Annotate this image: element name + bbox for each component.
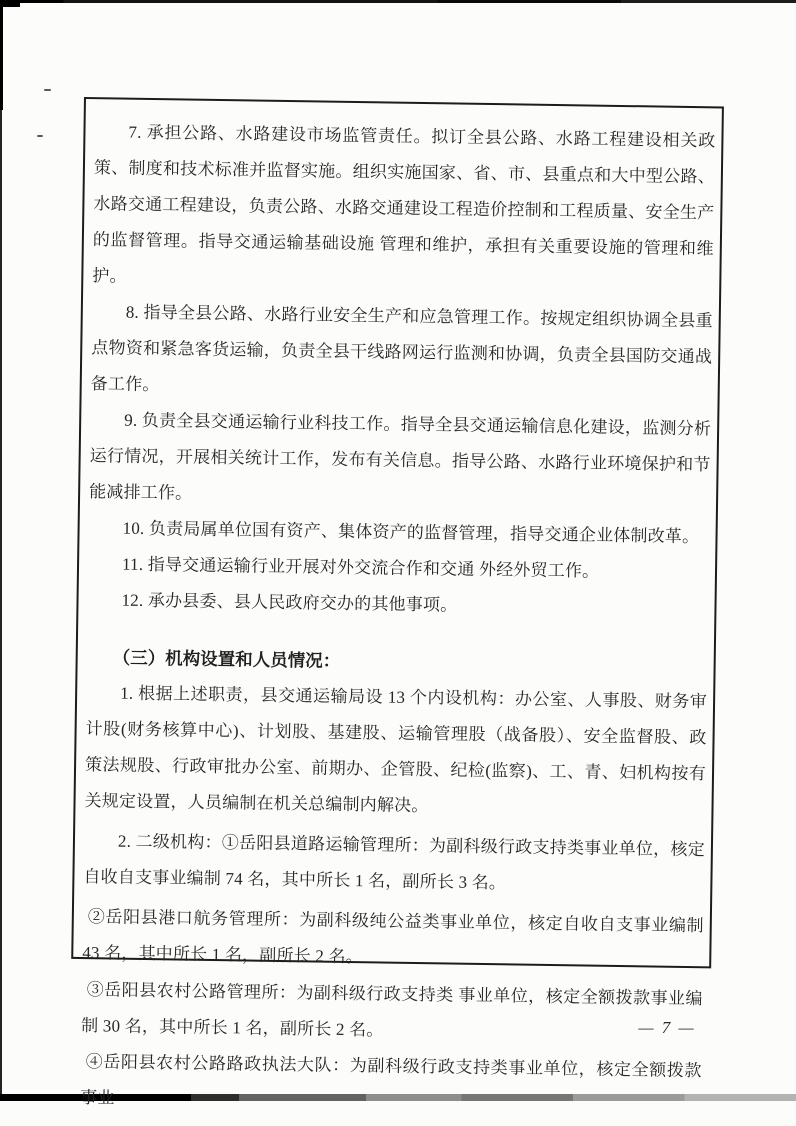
section-heading: （三）机构设置和人员情况：: [112, 647, 341, 671]
org-secondary-1-paragraph: 2. 二级机构：①岳阳县道路运输管理所：为副科级行政支持类事业单位，核定自收自支事业编制 74 名，其中所长 1 名，副所长 3 名。: [83, 831, 706, 893]
page-number: — 7 —: [638, 1018, 696, 1037]
clause-11-paragraph: 11. 指导交通运输行业开展对外交流合作和交通 外经外贸工作。: [121, 554, 600, 581]
clause-10-paragraph: 10. 负责局属单位国有资产、集体资产的监督管理，指导交通企业体制改革。: [122, 518, 700, 547]
clause-9-paragraph: 9. 负责全县交通运输行业科技工作。指导全县交通运输信息化建设，监测分析运行情况，开展相关统计工作，发布有关信息。指导公路、水路行业环境保护和节能减排工作。: [89, 410, 712, 503]
clause-7-paragraph: 7. 承担公路、水路建设市场监管责任。拟订全县公路、水路工程建设相关政策、制度和技术标准并监督实施。组织实施国家、省、市、县重点和大中型公路、水路交通工程建设，负责公路、水路交通建设工程造价控制和工程质量、安全生产的监督管理。指导交通运输基础设施 管理和维护，承担有关重要设施的管理和维护。: [92, 122, 716, 286]
clause-8-paragraph: 8. 指导全县公路、水路行业安全生产和应急管理工作。按规定组织协调全县重点物资和紧急客货运输，负责全县干线路网运行监测和协调，负责全县国防交通战备工作。: [90, 302, 713, 395]
document-table-border: [71, 97, 724, 1108]
org-secondary-4-paragraph: ④岳阳县农村公路路政执法大队：为副科级行政支持类事业单位，核定全额拨款事业: [80, 1052, 702, 1108]
org-secondary-2-paragraph: ②岳阳县港口航务管理所：为副科级纯公益类事业单位，核定自收自支事业编制 43 名，其中所长 1 名，副所长 2 名。: [82, 907, 704, 967]
org-internal-paragraph: 1. 根据上述职责，县交通运输局设 13 个内设机构：办公室、人事股、财务审计股(财务核算中心)、计划股、基建股、运输管理股（战备股）、安全监督股、政策法规股、行政审批办公室、前期办、企管股、纪检(监察)、工、青、妇机构按有关规定设置，人员编制在机关总编制内解决。: [84, 683, 708, 816]
org-secondary-3-paragraph: ③岳阳县农村公路管理所：为副科级行政支持类 事业单位，核定全额拨款事业编制 30 名，其中所长 1 名，副所长 2 名。: [81, 980, 703, 1040]
clause-12-paragraph: 12. 承办县委、县人民政府交办的其他事项。: [121, 590, 458, 615]
